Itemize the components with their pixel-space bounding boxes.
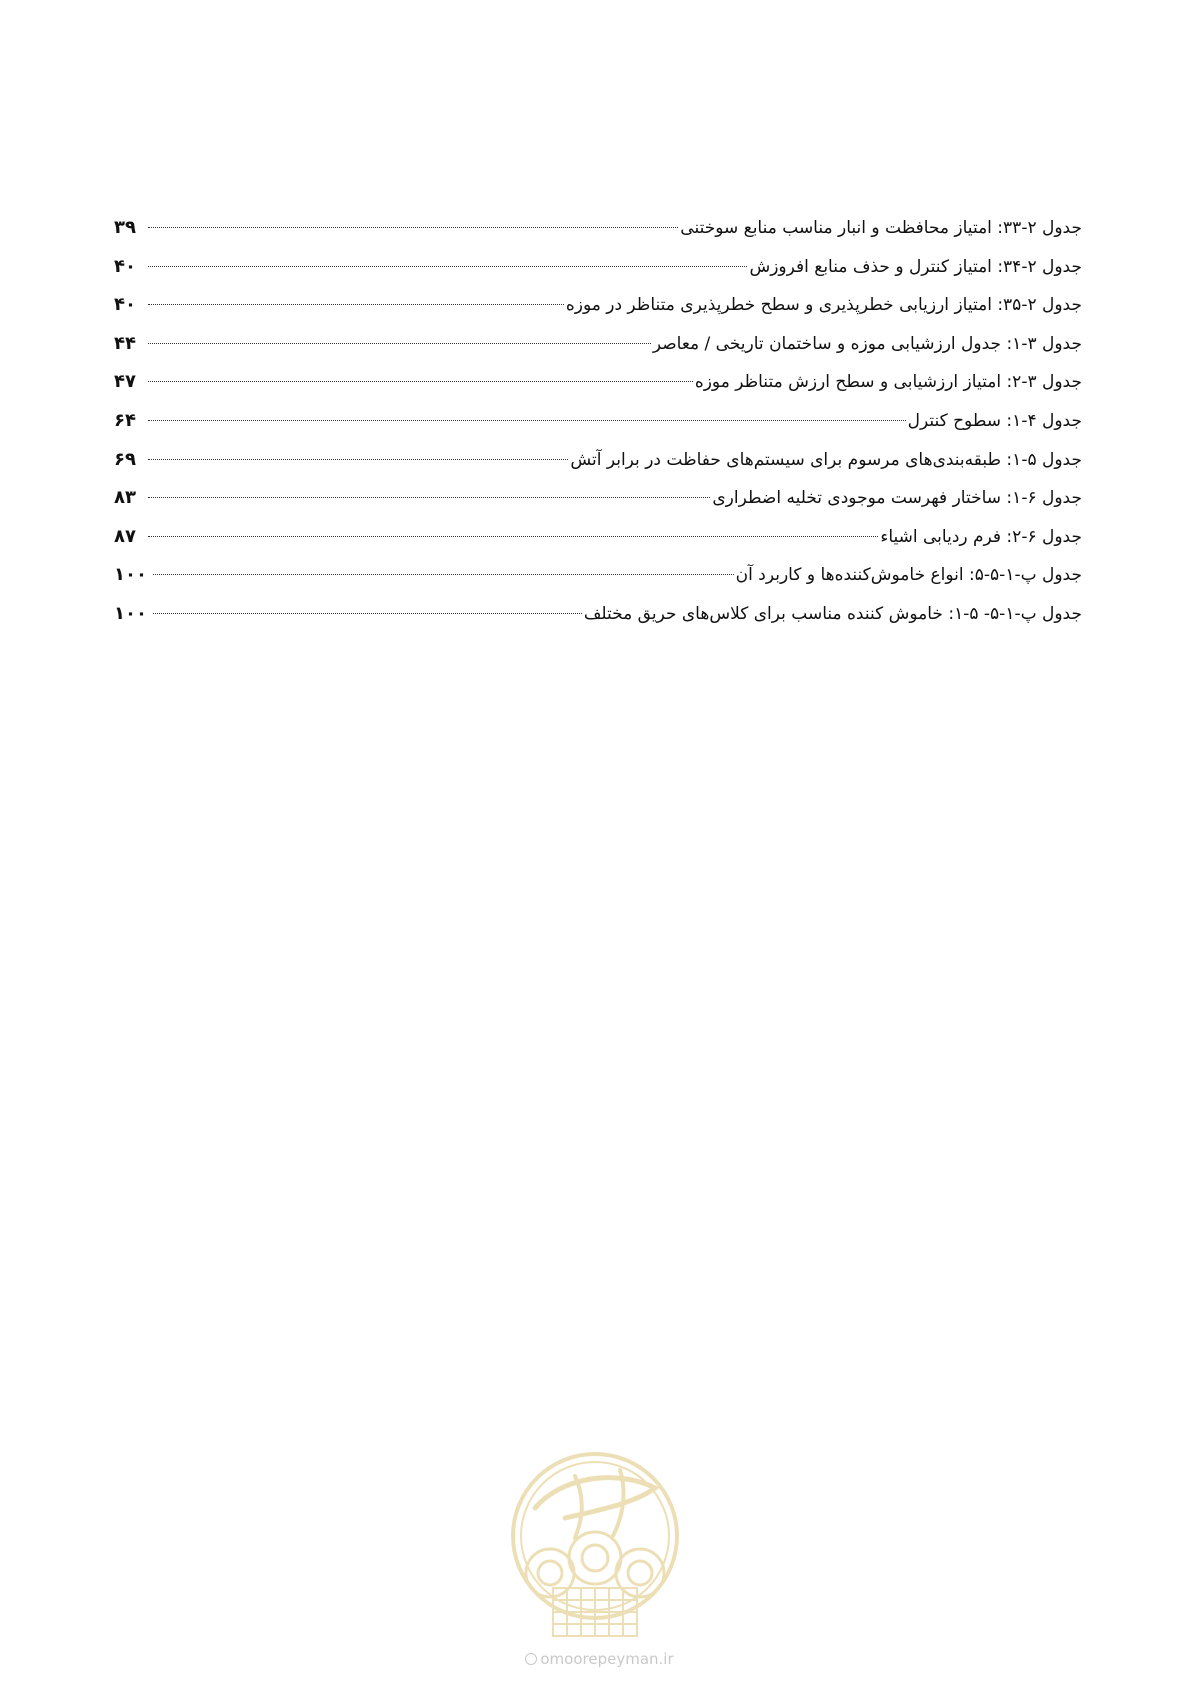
toc-entry[interactable] [114, 486, 1082, 525]
toc-entry-title: جدول پ-۱-۵-۵: انواع خاموش‌کننده‌ها و کاربرد آن [735, 565, 1082, 586]
toc-entry[interactable] [114, 216, 1082, 255]
toc-entry[interactable] [114, 332, 1082, 371]
toc-entry-title: جدول پ-۱-۵- ۵-۱: خاموش کننده مناسب برای کلاس‌های حریق مختلف [583, 603, 1082, 624]
toc-entry[interactable] [114, 602, 1082, 641]
toc-entry-title: جدول ۳-۲: امتیاز ارزشیابی و سطح ارزش متناظر موزه [694, 372, 1082, 393]
dot-leader [148, 266, 747, 267]
toc-entry-title: جدول ۴-۱: سطوح کنترل [907, 410, 1082, 431]
dot-leader [148, 497, 710, 498]
toc-entry-page: ۴۴ [114, 332, 136, 354]
toc-entry-page: ۱۰۰ [114, 602, 147, 624]
watermark-url [512, 1650, 687, 1668]
globe-icon [525, 1653, 537, 1665]
dot-leader [153, 613, 582, 614]
dot-leader [148, 227, 678, 228]
toc-entry-title: جدول ۲-۳۴: امتیاز کنترل و حذف منابع افروزش [749, 256, 1082, 277]
toc-entry-page: ۱۰۰ [114, 564, 147, 586]
dot-leader [148, 459, 568, 460]
toc-entry-page: ۶۹ [114, 448, 136, 470]
toc-entry[interactable] [114, 448, 1082, 487]
toc-entry-page: ۴۰ [114, 255, 136, 277]
dot-leader [148, 343, 651, 344]
dot-leader [148, 381, 693, 382]
dot-leader [148, 420, 906, 421]
toc-entry[interactable] [114, 255, 1082, 294]
toc-entry[interactable] [114, 293, 1082, 332]
toc-entry-title: جدول ۲-۳۵: امتیاز ارزیابی خطرپذیری و سطح خطرپذیری متناظر در موزه [565, 295, 1082, 316]
toc-entry-title: جدول ۵-۱: طبقه‌بندی‌های مرسوم برای سیستم‌های حفاظت در برابر آتش [570, 449, 1082, 470]
toc-entry-title: جدول ۶-۲: فرم ردیابی اشیاء [880, 526, 1082, 547]
toc-entry-page: ۴۰ [114, 294, 136, 316]
toc-entry-page: ۴۷ [114, 371, 136, 393]
toc-entry-title: جدول ۳-۱: جدول ارزشیابی موزه و ساختمان تاریخی / معاصر [652, 333, 1082, 354]
toc-entry[interactable] [114, 370, 1082, 409]
toc-entry-page: ۳۹ [114, 217, 136, 238]
watermark-url-text: omoorepeyman.ir [540, 1650, 674, 1668]
watermark-logo [505, 1448, 685, 1648]
toc-entry-page: ۶۴ [114, 409, 136, 431]
toc-entry[interactable] [114, 409, 1082, 448]
toc-entry-title: جدول ۲-۳۳: امتیاز محافظت و انبار مناسب منابع سوختنی [680, 218, 1082, 238]
dot-leader [153, 574, 734, 575]
toc-entry-page: ۸۳ [114, 487, 136, 509]
toc-entry-title: جدول ۶-۱: ساختار فهرست موجودی تخلیه اضطراری [712, 488, 1082, 509]
list-of-tables [114, 216, 1082, 641]
toc-entry[interactable] [114, 525, 1082, 564]
dot-leader [148, 536, 878, 537]
toc-entry-page: ۸۷ [114, 525, 136, 547]
dot-leader [148, 304, 564, 305]
toc-entry[interactable] [114, 563, 1082, 602]
